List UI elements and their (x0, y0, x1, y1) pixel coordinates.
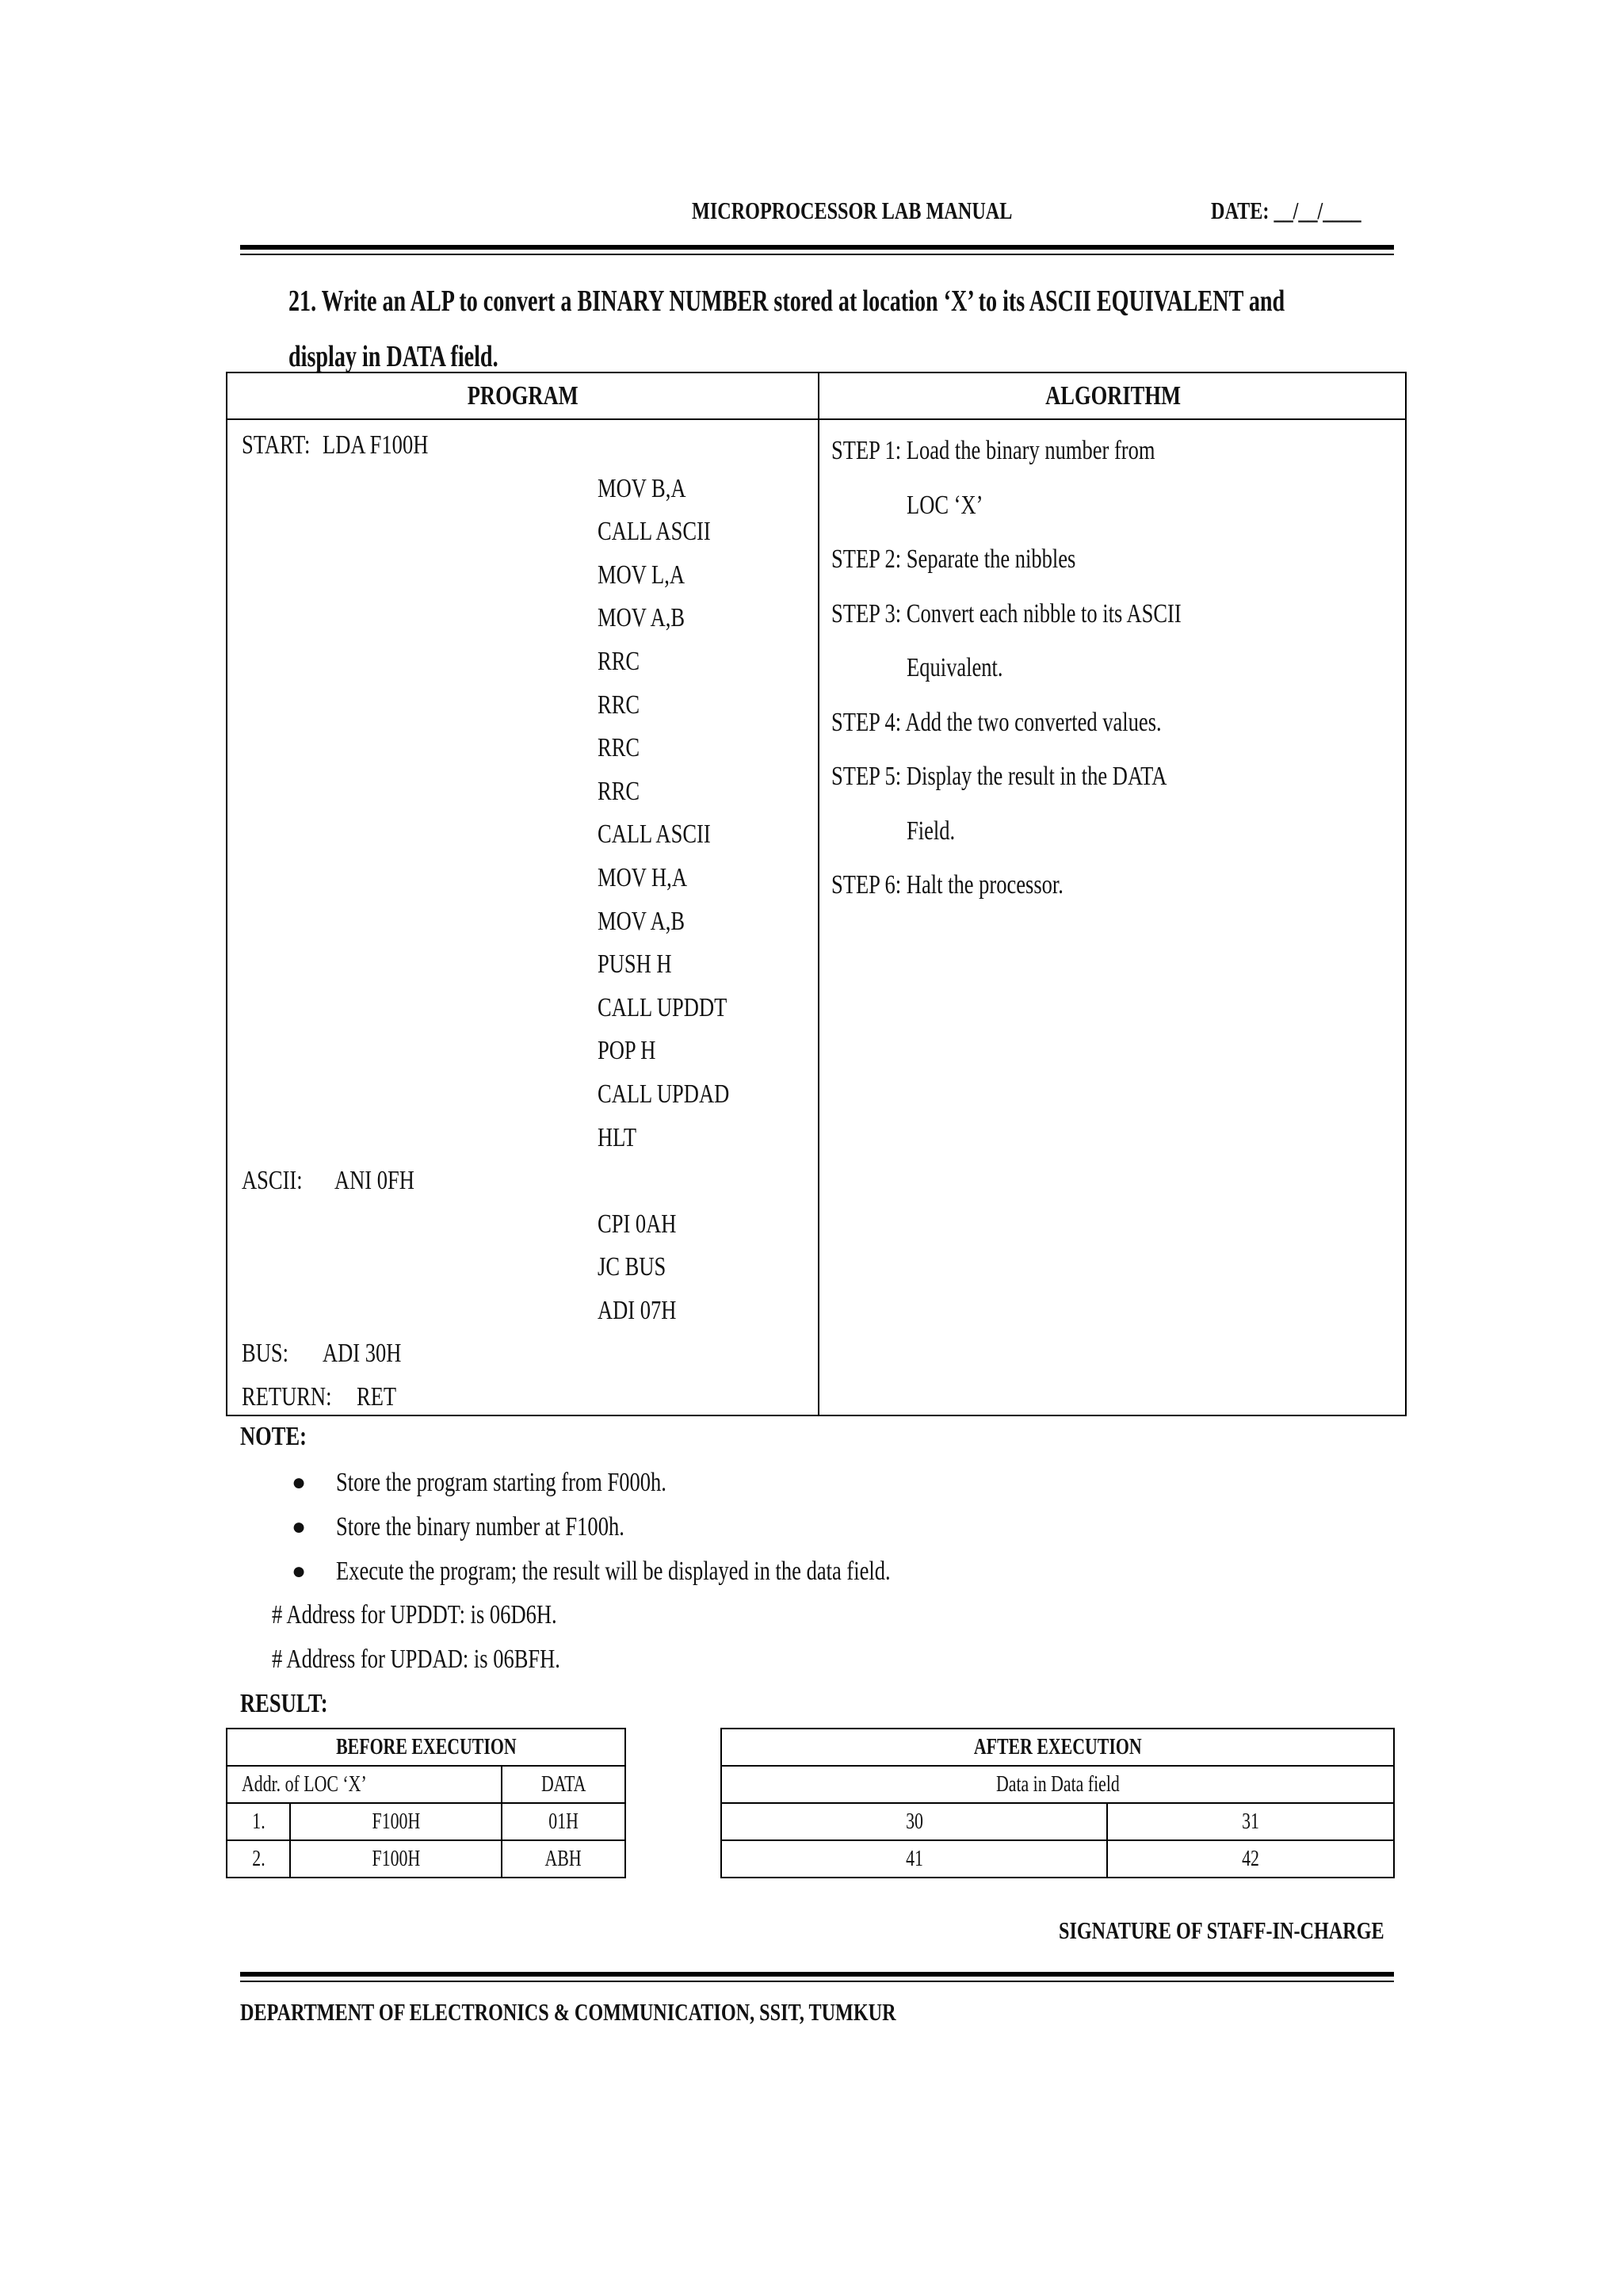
program-instruction: CPI 0AH (598, 1209, 677, 1239)
data-cell: 42 (1107, 1840, 1394, 1878)
algorithm-step: STEP 2: Separate the nibbles (831, 544, 1076, 574)
data-cell: 31 (1107, 1803, 1394, 1840)
program-instruction: HLT (598, 1122, 637, 1152)
program-algorithm-table (226, 372, 1407, 1416)
data-cell: 30 (721, 1803, 1107, 1840)
program-instruction: RRC (598, 733, 640, 763)
data-column-header: DATA (502, 1766, 625, 1803)
program-line (242, 1246, 812, 1289)
algorithm-step: LOC ‘X’ (907, 490, 983, 520)
program-instruction: MOV B,A (598, 473, 686, 503)
row-index: 2. (227, 1840, 290, 1878)
footer-rule-thin (240, 1981, 1394, 1982)
program-instruction: ANI 0FH (334, 1166, 414, 1196)
program-instruction: LDA F100H (323, 430, 429, 460)
program-line (242, 900, 812, 944)
program-label: START: (242, 430, 311, 460)
program-line (242, 424, 812, 468)
program-instruction: RRC (598, 690, 640, 720)
program-instruction: MOV A,B (598, 906, 685, 936)
program-line (242, 813, 812, 857)
note-item: ● Execute the program; the result will be displayed in the data field. (285, 1549, 1047, 1594)
date-field: DATE: __/__/____ (1211, 197, 1361, 224)
program-instruction: MOV H,A (598, 862, 687, 892)
note-item: ● Store the program starting from F000h. (285, 1461, 1047, 1505)
row-index: 1. (227, 1803, 290, 1840)
program-line (242, 1159, 812, 1203)
program-instruction: POP H (598, 1036, 656, 1066)
table-column-divider (818, 373, 819, 1415)
program-instruction: MOV L,A (598, 560, 685, 590)
header-rule-thin (240, 254, 1394, 255)
row-data: ABH (502, 1840, 625, 1878)
algorithm-step: STEP 3: Convert each nibble to its ASCII (831, 598, 1182, 628)
program-instruction: RRC (598, 776, 640, 806)
note-label: NOTE: (240, 1422, 307, 1451)
algorithm-step: STEP 5: Display the result in the DATA (831, 762, 1167, 791)
algorithm-step: STEP 4: Add the two converted values. (831, 707, 1162, 737)
bullet-icon: ● (292, 1514, 307, 1540)
program-line (242, 1117, 812, 1160)
table-row (227, 1840, 625, 1878)
program-instruction: JC BUS (598, 1252, 666, 1282)
algorithm-step: STEP 6: Halt the processor. (831, 870, 1064, 900)
program-line (242, 1073, 812, 1117)
program-line (242, 857, 812, 900)
program-instruction: RRC (598, 646, 640, 676)
row-address: F100H (290, 1803, 502, 1840)
program-instruction: CALL UPDAD (598, 1079, 730, 1109)
address-note: # Address for UPDAD: is 06BFH. (272, 1645, 560, 1674)
program-line (242, 727, 812, 770)
header-rule-thick (240, 245, 1394, 250)
note-item: ● Store the binary number at F100h. (285, 1505, 1047, 1549)
addr-column-header: Addr. of LOC ‘X’ (227, 1766, 502, 1803)
before-execution-table (226, 1728, 626, 1878)
table-header-divider (227, 418, 1405, 420)
row-data: 01H (502, 1803, 625, 1840)
after-execution-table (720, 1728, 1395, 1878)
program-line (242, 987, 812, 1030)
program-instruction: CALL ASCII (598, 819, 711, 850)
bullet-icon: ● (292, 1469, 307, 1496)
program-line (242, 1030, 812, 1073)
algorithm-steps (831, 424, 1394, 913)
algorithm-step: STEP 1: Load the binary number from (831, 436, 1155, 465)
program-label: RETURN: (242, 1382, 332, 1412)
program-instruction: CALL ASCII (598, 517, 711, 547)
address-notes (272, 1593, 642, 1682)
data-field-header: Data in Data field (721, 1766, 1394, 1803)
algorithm-step: Field. (907, 816, 956, 846)
program-line (242, 770, 812, 814)
program-instruction: ADI 07H (598, 1295, 677, 1325)
program-line (242, 468, 812, 511)
program-instruction: PUSH H (598, 949, 672, 980)
table-row (721, 1840, 1394, 1878)
bullet-icon: ● (292, 1558, 307, 1584)
program-label: ASCII: (242, 1166, 303, 1196)
program-line (242, 640, 812, 684)
program-line (242, 684, 812, 728)
department-footer: DEPARTMENT OF ELECTRONICS & COMMUNICATION, SSIT, TUMKUR (240, 1998, 896, 2026)
program-instruction: CALL UPDDT (598, 992, 727, 1022)
program-line (242, 554, 812, 598)
manual-title: MICROPROCESSOR LAB MANUAL (692, 197, 1013, 224)
program-instruction: RET (357, 1382, 397, 1412)
program-line (242, 943, 812, 987)
result-label: RESULT: (240, 1689, 328, 1718)
address-note: # Address for UPDDT: is 06D6H. (272, 1600, 557, 1629)
program-line (242, 1289, 812, 1333)
algorithm-header: ALGORITHM (1045, 381, 1181, 411)
program-label: BUS: (242, 1339, 288, 1369)
algorithm-step: Equivalent. (907, 653, 1003, 682)
program-line (242, 1376, 812, 1419)
program-instruction: MOV A,B (598, 603, 685, 633)
program-header: PROGRAM (467, 381, 579, 411)
table-row (721, 1803, 1394, 1840)
question-text: 21. Write an ALP to convert a BINARY NUMBER stored at location ‘X’ to its ASCII EQUIVALENT and display in DATA field. (288, 285, 1285, 373)
program-line (242, 1203, 812, 1247)
after-table-title: AFTER EXECUTION (721, 1729, 1394, 1766)
row-address: F100H (290, 1840, 502, 1878)
program-listing (242, 424, 812, 1419)
data-cell: 41 (721, 1840, 1107, 1878)
signature-label: SIGNATURE OF STAFF-IN-CHARGE (1059, 1916, 1384, 1944)
before-table-title: BEFORE EXECUTION (227, 1729, 625, 1766)
footer-rule-thick (240, 1972, 1394, 1977)
program-instruction: ADI 30H (323, 1339, 402, 1369)
note-list (285, 1461, 1047, 1594)
program-line (242, 597, 812, 640)
program-line (242, 510, 812, 554)
program-line (242, 1332, 812, 1376)
table-row (227, 1803, 625, 1840)
